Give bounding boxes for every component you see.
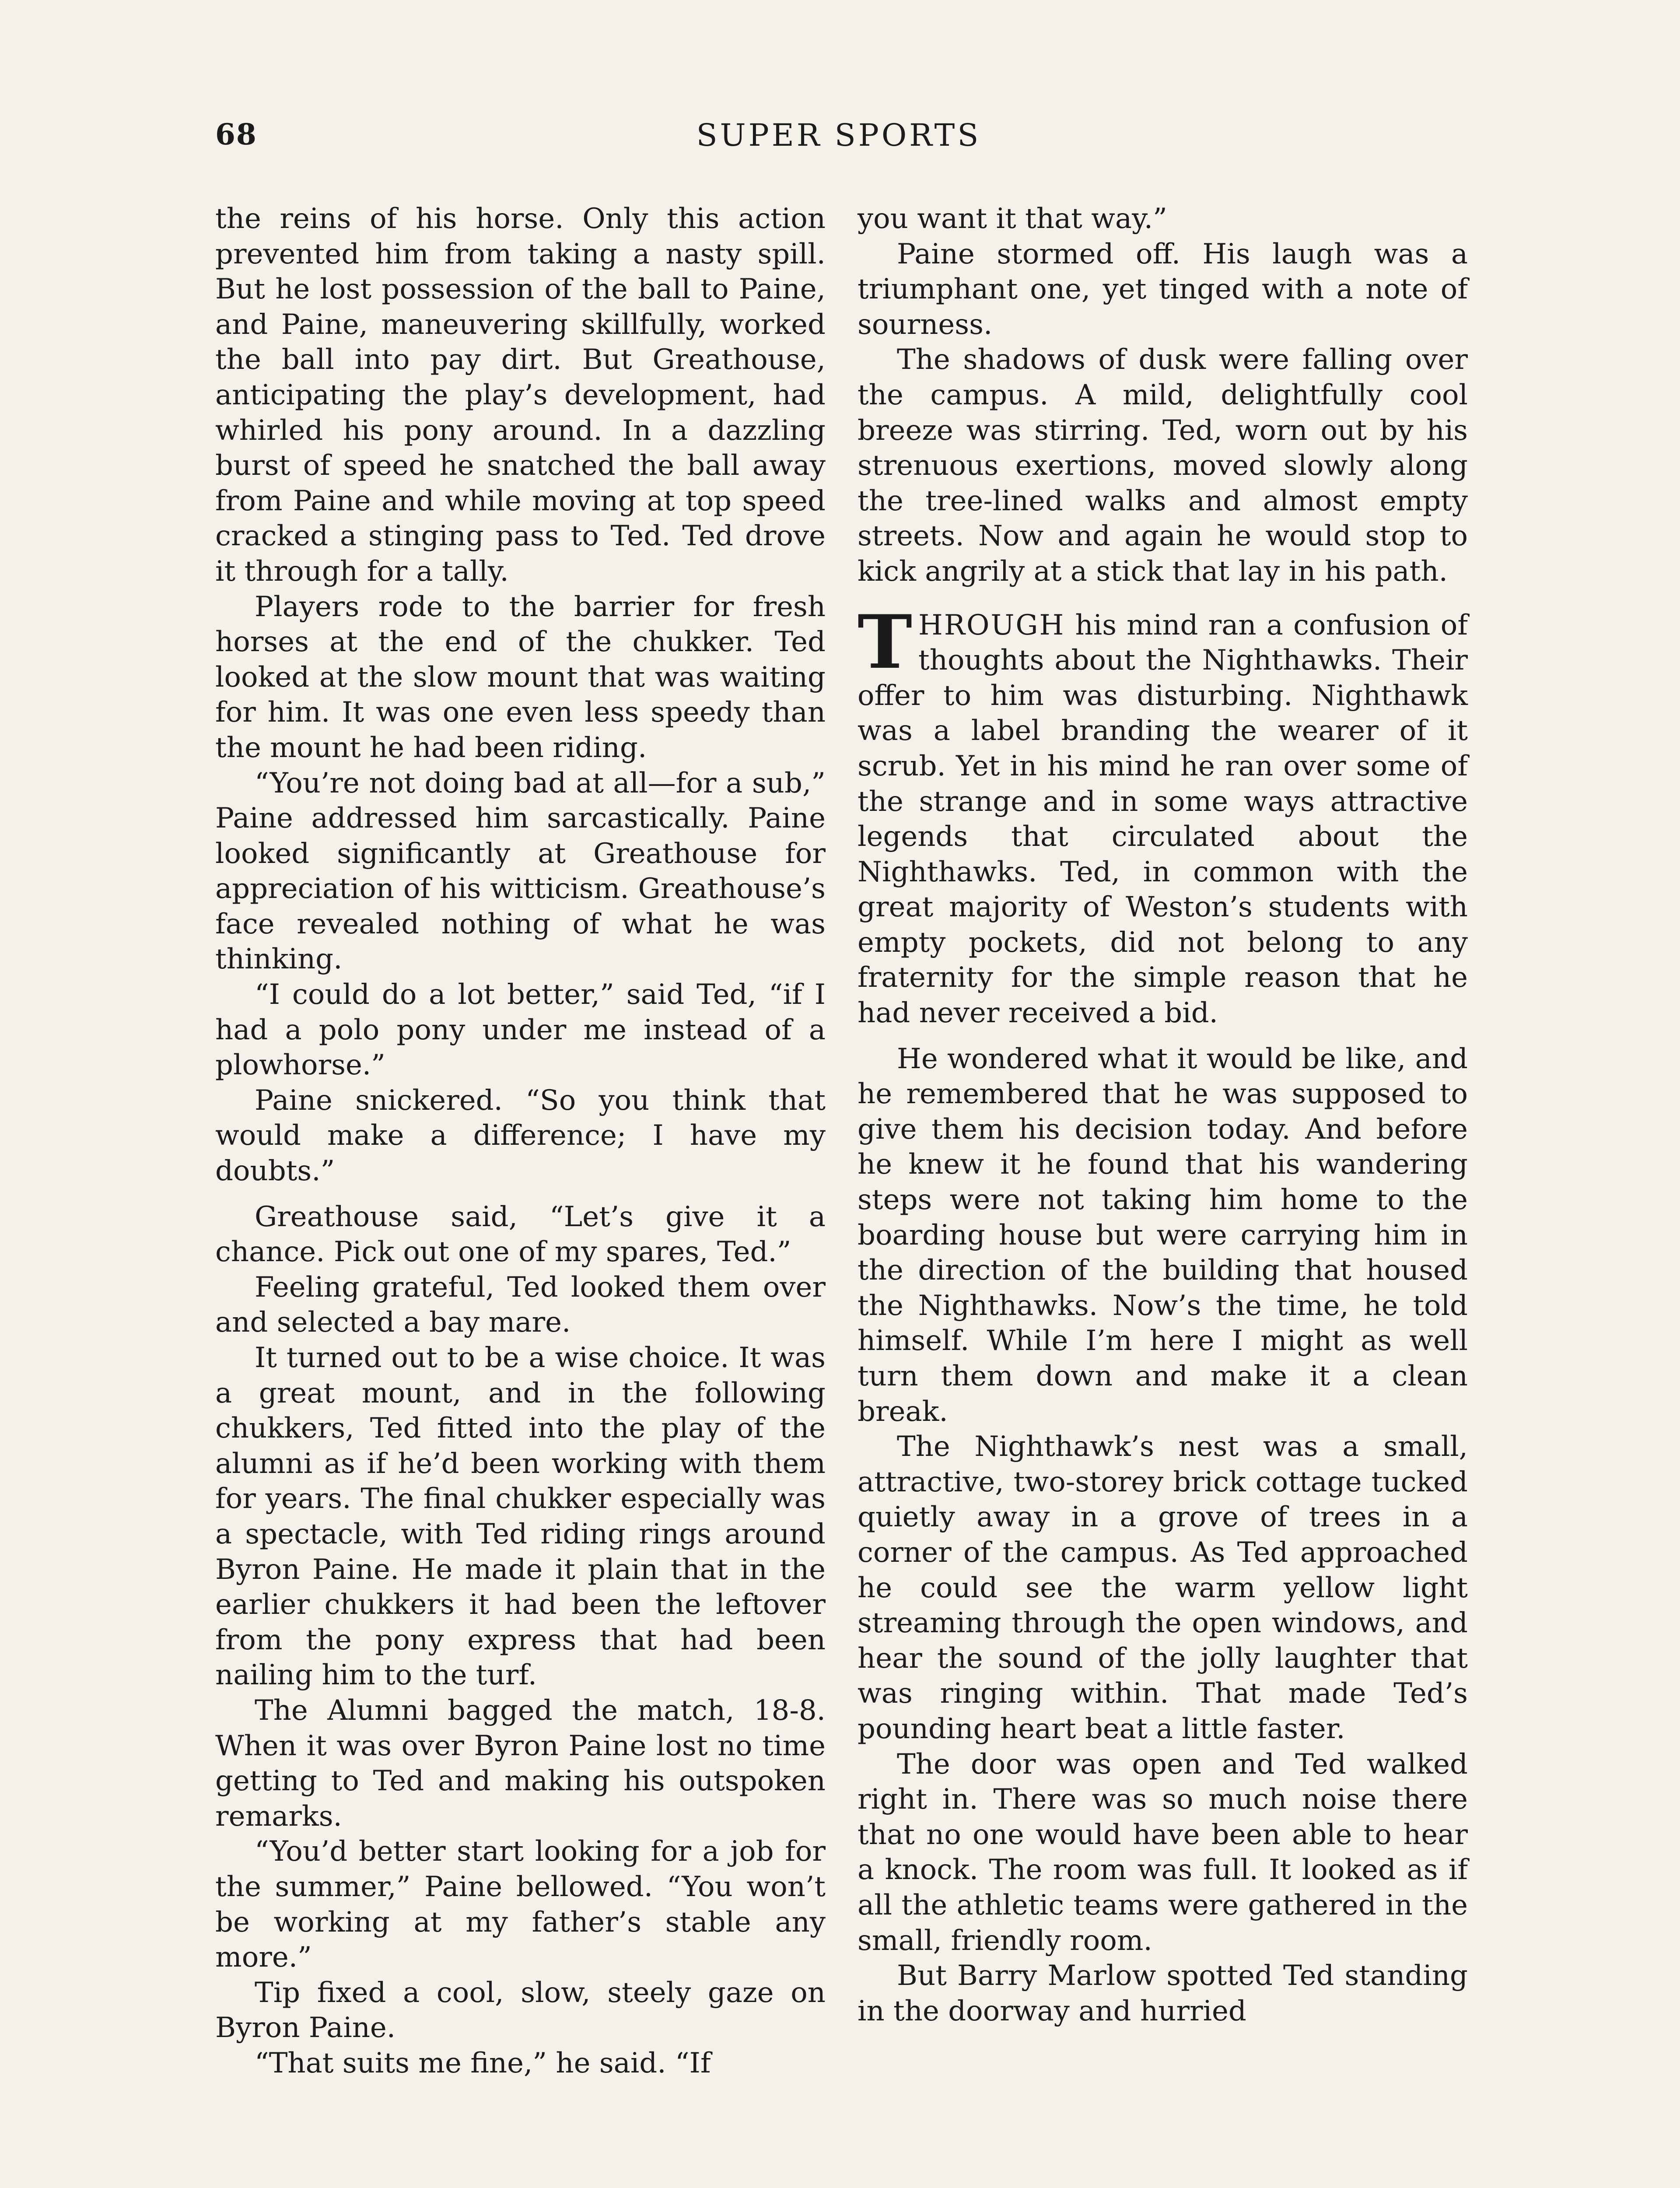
paragraph-text: his mind ran a confusion of thoughts about the Nighthawks. Their offer to him was disturbing. Nighthawk was a label branding the wearer of it scrub. Yet in his mind he ran over some of the strange and in some ways attractive legends that circulated about the Nighthawks. Ted, in common with the great majority of Weston’s students with empty pockets, did not belong to any fraternity for the simple reason that he had never received a bid. [858, 609, 1468, 1030]
paragraph: “That suits me fine,” he said. “If [255, 2047, 711, 2079]
paragraph: It turned out to be a wise choice. It was a great mount, and in the following chukkers, Ted fitted into the play of the alumni as if he’d been working with them for years. The final chukker especially was a spectacle, with Ted riding rings around Byron Paine. He made it plain that in the earlier chukkers it had been the leftover from the pony express that had been nailing him to the turf. [215, 1342, 826, 1692]
section-lead-word: HROUGH [918, 609, 1065, 642]
paragraph: Paine stormed off. His laugh was a triumphant one, yet tinged with a note of sourness. [858, 238, 1468, 341]
magazine-title: SUPER SPORTS [696, 117, 981, 153]
paragraph: Paine snickered. “So you think that would make a difference; I have my doubts.” [215, 1084, 826, 1188]
paragraph: Feeling grateful, Ted looked them over and selected a bay mare. [215, 1271, 826, 1339]
paragraph: The Nighthawk’s nest was a small, attractive, two-storey brick cottage tucked quietly away in a grove of trees in a corner of the campus. As Ted approached he could see the warm yellow light streaming through the open windows, and hear the sound of the jolly laughter that was ringing within. That made Ted’s pounding heart beat a little faster. [858, 1431, 1468, 1745]
paragraph: He wondered what it would be like, and he remembered that he was supposed to give them his decision today. And before he knew it he found that his wandering steps were not taking him home to the boarding house but were carrying him in the direction of the building that housed the Nighthawks. Now’s the time, he told himself. While I’m here I might as well turn them down and make it a clean break. [858, 1042, 1468, 1428]
paragraph: you want it that way.” [858, 203, 1167, 235]
drop-cap: T [858, 598, 913, 685]
paragraph: “You’d better start looking for a job for the summer,” Paine bellowed. “You won’t be working at my father’s stable any more.” [215, 1835, 826, 1974]
page-number: 68 [215, 117, 257, 151]
paragraph: “You’re not doing bad at all—for a sub,” Paine addressed him sarcastically. Paine looked significantly at Greathouse for appreciation of his witticism. Greathouse’s face revealed nothing of what he was thinking. [215, 767, 826, 976]
paragraph: Players rode to the barrier for fresh horses at the end of the chukker. Ted looked at the slow mount that was waiting for him. It was one even less speedy than the mount he had been riding. [215, 590, 826, 764]
right-column [858, 201, 1468, 2029]
paragraph: Greathouse said, “Let’s give it a chance. Pick out one of my spares, Ted.” [215, 1200, 826, 1269]
paragraph: But Barry Marlow spotted Ted standing in the doorway and hurried [858, 1960, 1468, 2027]
paragraph: The Alumni bagged the match, 18-8. When it was over Byron Paine lost no time getting to Ted and making his outspoken remarks. [215, 1694, 826, 1833]
section-start-paragraph [858, 598, 1468, 1031]
left-column [215, 201, 826, 2081]
paragraph: Tip fixed a cool, slow, steely gaze on Byron Paine. [215, 1976, 826, 2044]
paragraph: The shadows of dusk were falling over the campus. A mild, delightfully cool breeze was stirring. Ted, worn out by his strenuous exertions, moved slowly along the tree-lined walks and almost empty streets. Now and again he would stop to kick angrily at a stick that lay in his path. [858, 344, 1468, 588]
paragraph: The door was open and Ted walked right in. There was so much noise there that no one would have been able to hear a knock. The room was full. It looked as if all the athletic teams were gathered in the small, friendly room. [858, 1748, 1468, 1957]
page-header [215, 117, 1462, 165]
paragraph: “I could do a lot better,” said Ted, “if I had a polo pony under me instead of a plowhorse.” [215, 978, 826, 1082]
paragraph: the reins of his horse. Only this action prevented him from taking a nasty spill. But he lost possession of the ball to Paine, and Paine, maneuvering skillfully, worked the ball into pay dirt. But Greathouse, anticipating the play’s development, had whirled his pony around. In a dazzling burst of speed he snatched the ball away from Paine and while moving at top speed cracked a stinging pass to Ted. Ted drove it through for a tally. [215, 203, 826, 588]
